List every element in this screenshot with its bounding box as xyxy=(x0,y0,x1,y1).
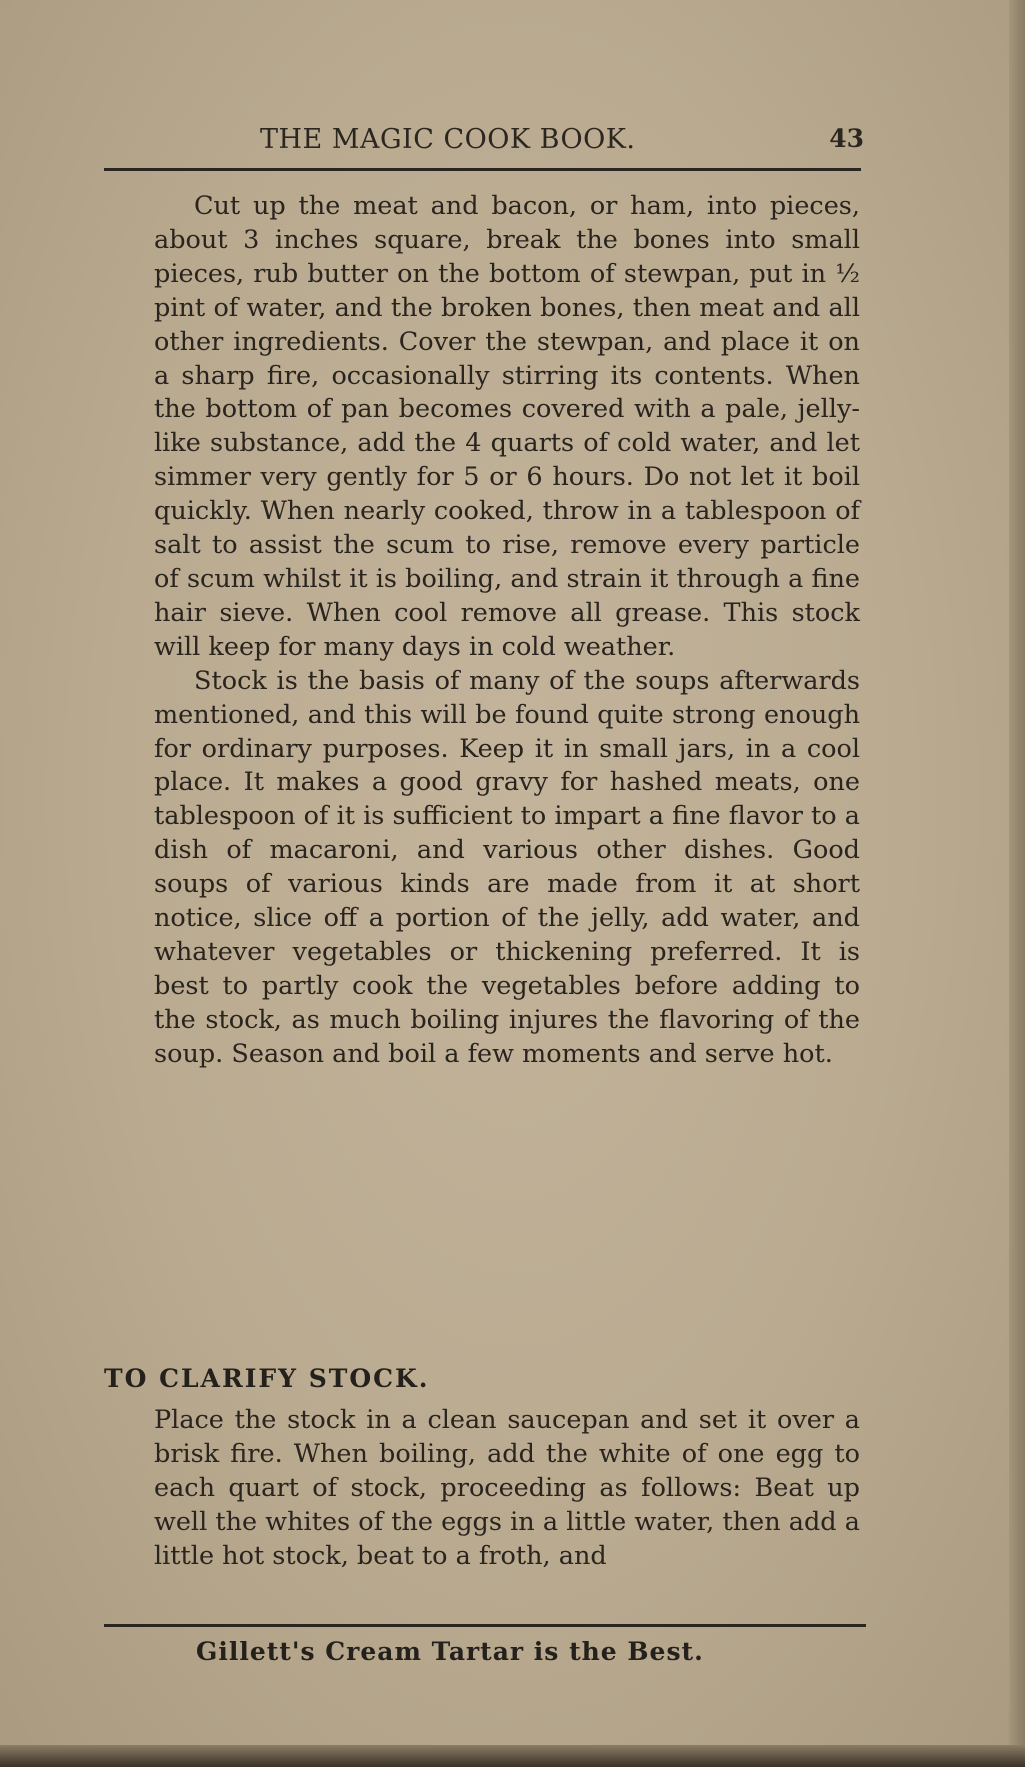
paragraph: Stock is the basis of many of the soups afterwards mentioned, and this will be found quite strong enough for ordinary purposes. Keep it in small jars, in a cool place. It makes a good gravy for hashed meats, one tablespoon of it is sufficient to impart a fine flavor to a dish of macaroni, and various other dishes. Good soups of various kinds are made from it at short notice, slice off a portion of the jelly, add water, and whatever vegetables or thickening preferred. It is best to partly cook the vegetables before adding to the stock, as much boiling injures the flavoring of the soup. Season and boil a few moments and serve hot. xyxy=(154,665,860,1069)
footer-advertisement: Gillett's Cream Tartar is the Best. xyxy=(196,1637,704,1666)
page-header xyxy=(104,124,864,164)
header-rule xyxy=(104,168,861,171)
page-bottom-shadow xyxy=(0,1745,1025,1767)
page-edge-shadow xyxy=(1009,0,1025,1767)
section-text xyxy=(154,1404,860,1574)
main-text xyxy=(154,190,860,1072)
paragraph: Place the stock in a clean saucepan and set it over a brisk fire. When boiling, add the white of one egg to each quart of stock, proceeding as follows: Beat up well the whites of the eggs in a little water, then add a little hot stock, beat to a froth, and xyxy=(154,1405,860,1571)
section-heading: TO CLARIFY STOCK. xyxy=(104,1364,430,1393)
paragraph: Cut up the meat and bacon, or ham, into pieces, about 3 inches square, break the bones into small pieces, rub butter on the bottom of stewpan, put in ½ pint of water, and the broken bones, then meat and all other ingredients. Cover the stewpan, and place it on a sharp fire, occasionally stirring its contents. When the bottom of pan becomes covered with a pale, jelly-like substance, add the 4 quarts of cold water, and let simmer very gently for 5 or 6 hours. Do not let it boil quickly. When nearly cooked, throw in a tablespoon of salt to assist the scum to rise, remove every particle of scum whilst it is boiling, and strain it through a fine hair sieve. When cool remove all grease. This stock will keep for many days in cold weather. xyxy=(154,191,860,662)
footer-rule xyxy=(104,1624,866,1627)
running-title: THE MAGIC COOK BOOK. xyxy=(260,124,636,155)
page-number: 43 xyxy=(829,124,864,153)
